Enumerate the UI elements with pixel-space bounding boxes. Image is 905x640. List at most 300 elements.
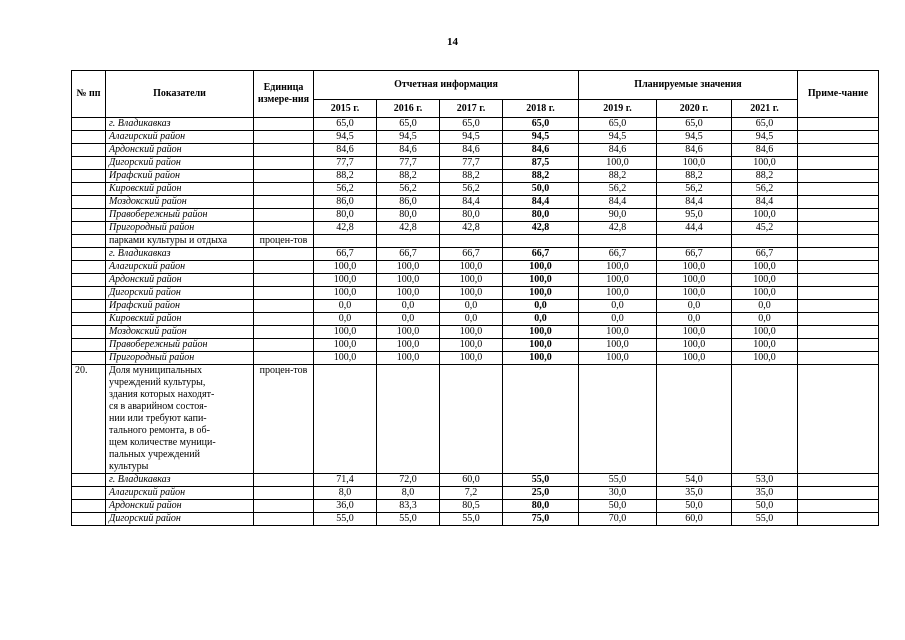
- value-cell: 100,0: [657, 287, 732, 300]
- value-cell: 53,0: [732, 474, 798, 487]
- value-cell: 88,2: [377, 170, 440, 183]
- unit-cell: процен-тов: [254, 235, 314, 248]
- value-cell: 100,0: [377, 339, 440, 352]
- value-cell: 88,2: [503, 170, 579, 183]
- value-cell: 100,0: [657, 352, 732, 365]
- area-name: Алагирский район: [106, 261, 254, 274]
- value-cell: 77,7: [377, 157, 440, 170]
- value-cell: 100,0: [657, 261, 732, 274]
- header-planned: Планируемые значения: [579, 71, 798, 100]
- value-cell: 42,8: [314, 222, 377, 235]
- area-name: Правобережный район: [106, 339, 254, 352]
- value-cell: 42,8: [579, 222, 657, 235]
- value-cell: 100,0: [579, 261, 657, 274]
- value-cell: 0,0: [503, 300, 579, 313]
- value-cell: 100,0: [657, 339, 732, 352]
- value-cell: 60,0: [440, 474, 503, 487]
- indicator-line: нии или требуют капи-: [109, 413, 207, 424]
- value-cell: [440, 365, 503, 474]
- value-cell: 100,0: [503, 261, 579, 274]
- unit-cell: [254, 196, 314, 209]
- unit-cell: [254, 209, 314, 222]
- area-name: Дигорский район: [106, 287, 254, 300]
- value-cell: 100,0: [732, 287, 798, 300]
- value-cell: 94,5: [657, 131, 732, 144]
- value-cell: 84,6: [657, 144, 732, 157]
- value-cell: 0,0: [377, 300, 440, 313]
- unit-cell: [254, 352, 314, 365]
- value-cell: 75,0: [503, 513, 579, 526]
- note-cell: [798, 365, 879, 474]
- table-row: [72, 209, 879, 222]
- row-number-cell: [72, 118, 106, 131]
- value-cell: 56,2: [732, 183, 798, 196]
- value-cell: 55,0: [579, 474, 657, 487]
- indicator-line: учреждений культуры,: [109, 377, 206, 388]
- value-cell: 72,0: [377, 474, 440, 487]
- table-row: [72, 274, 879, 287]
- note-cell: [798, 474, 879, 487]
- unit-cell: [254, 222, 314, 235]
- value-cell: [503, 235, 579, 248]
- value-cell: 66,7: [503, 248, 579, 261]
- value-cell: 84,4: [579, 196, 657, 209]
- area-name: Алагирский район: [106, 131, 254, 144]
- note-cell: [798, 222, 879, 235]
- value-cell: 100,0: [314, 287, 377, 300]
- value-cell: [657, 235, 732, 248]
- note-cell: [798, 300, 879, 313]
- unit-cell: [254, 487, 314, 500]
- note-cell: [798, 352, 879, 365]
- value-cell: 65,0: [732, 118, 798, 131]
- unit-cell: [254, 287, 314, 300]
- value-cell: 77,7: [440, 157, 503, 170]
- row-number-cell: [72, 235, 106, 248]
- indicators-table: [71, 70, 879, 526]
- value-cell: 54,0: [657, 474, 732, 487]
- value-cell: 71,4: [314, 474, 377, 487]
- value-cell: 95,0: [657, 209, 732, 222]
- value-cell: 100,0: [503, 326, 579, 339]
- value-cell: 100,0: [579, 274, 657, 287]
- value-cell: 100,0: [314, 339, 377, 352]
- header-year: 2020 г.: [657, 100, 732, 118]
- value-cell: 42,8: [440, 222, 503, 235]
- row-number-cell: [72, 313, 106, 326]
- value-cell: 66,7: [440, 248, 503, 261]
- value-cell: 55,0: [503, 474, 579, 487]
- value-cell: 70,0: [579, 513, 657, 526]
- value-cell: 84,6: [579, 144, 657, 157]
- value-cell: 88,2: [440, 170, 503, 183]
- note-cell: [798, 196, 879, 209]
- area-name: Алагирский район: [106, 487, 254, 500]
- value-cell: 88,2: [579, 170, 657, 183]
- value-cell: 100,0: [732, 157, 798, 170]
- indicator-name: [106, 365, 254, 474]
- value-cell: 80,0: [314, 209, 377, 222]
- note-cell: [798, 248, 879, 261]
- value-cell: 50,0: [503, 183, 579, 196]
- value-cell: 0,0: [657, 313, 732, 326]
- value-cell: 84,4: [440, 196, 503, 209]
- note-cell: [798, 274, 879, 287]
- value-cell: 100,0: [440, 287, 503, 300]
- value-cell: 100,0: [503, 339, 579, 352]
- value-cell: 8,0: [314, 487, 377, 500]
- value-cell: 36,0: [314, 500, 377, 513]
- row-number-cell: [72, 196, 106, 209]
- header-unit: Единица измере-ния: [254, 71, 314, 118]
- value-cell: 100,0: [314, 261, 377, 274]
- value-cell: 100,0: [579, 287, 657, 300]
- value-cell: [377, 235, 440, 248]
- unit-cell: [254, 513, 314, 526]
- row-number-cell: [72, 157, 106, 170]
- value-cell: 100,0: [579, 339, 657, 352]
- table-row: [72, 157, 879, 170]
- table-row: [72, 365, 879, 474]
- unit-cell: [254, 157, 314, 170]
- header-year: 2016 г.: [377, 100, 440, 118]
- value-cell: 84,6: [314, 144, 377, 157]
- row-number-cell: [72, 339, 106, 352]
- indicator-line: ся в аварийном состоя-: [109, 401, 208, 412]
- value-cell: 94,5: [579, 131, 657, 144]
- table-row: [72, 248, 879, 261]
- table-row: [72, 287, 879, 300]
- note-cell: [798, 339, 879, 352]
- value-cell: [732, 235, 798, 248]
- value-cell: [314, 365, 377, 474]
- value-cell: 90,0: [579, 209, 657, 222]
- area-name: Правобережный район: [106, 209, 254, 222]
- value-cell: 0,0: [440, 300, 503, 313]
- value-cell: [732, 365, 798, 474]
- note-cell: [798, 326, 879, 339]
- value-cell: 35,0: [732, 487, 798, 500]
- table-row: [72, 339, 879, 352]
- row-number-cell: [72, 183, 106, 196]
- value-cell: 0,0: [732, 313, 798, 326]
- row-number-cell: [72, 144, 106, 157]
- value-cell: 66,7: [314, 248, 377, 261]
- value-cell: 0,0: [503, 313, 579, 326]
- table-row: [72, 170, 879, 183]
- value-cell: [377, 365, 440, 474]
- header-year: 2015 г.: [314, 100, 377, 118]
- unit-cell: [254, 144, 314, 157]
- value-cell: 56,2: [657, 183, 732, 196]
- table-row: [72, 144, 879, 157]
- indicator-line: культуры: [109, 461, 149, 472]
- unit-cell: [254, 313, 314, 326]
- header-reported: Отчетная информация: [314, 71, 579, 100]
- table-row: [72, 222, 879, 235]
- value-cell: [503, 365, 579, 474]
- table-body: [72, 118, 879, 526]
- note-cell: [798, 209, 879, 222]
- value-cell: 87,5: [503, 157, 579, 170]
- unit-cell: [254, 274, 314, 287]
- value-cell: 100,0: [377, 352, 440, 365]
- indicator-name: парками культуры и отдыха: [106, 235, 254, 248]
- unit-cell: [254, 118, 314, 131]
- header-year: 2018 г.: [503, 100, 579, 118]
- area-name: Ардонский район: [106, 144, 254, 157]
- value-cell: [314, 235, 377, 248]
- value-cell: 80,5: [440, 500, 503, 513]
- note-cell: [798, 487, 879, 500]
- unit-cell: [254, 170, 314, 183]
- table-row: [72, 352, 879, 365]
- row-number-cell: [72, 487, 106, 500]
- value-cell: [579, 235, 657, 248]
- table-row: [72, 474, 879, 487]
- note-cell: [798, 170, 879, 183]
- table-row: [72, 196, 879, 209]
- value-cell: 66,7: [657, 248, 732, 261]
- value-cell: 100,0: [377, 326, 440, 339]
- table-row: [72, 500, 879, 513]
- value-cell: 56,2: [377, 183, 440, 196]
- value-cell: 55,0: [440, 513, 503, 526]
- area-name: Кировский район: [106, 183, 254, 196]
- row-number-cell: [72, 500, 106, 513]
- value-cell: 100,0: [657, 157, 732, 170]
- value-cell: 84,6: [732, 144, 798, 157]
- value-cell: 100,0: [732, 326, 798, 339]
- row-number-cell: [72, 287, 106, 300]
- row-number-cell: [72, 222, 106, 235]
- value-cell: 50,0: [657, 500, 732, 513]
- header-year: 2019 г.: [579, 100, 657, 118]
- table-row: [72, 183, 879, 196]
- value-cell: 0,0: [314, 300, 377, 313]
- value-cell: 100,0: [503, 274, 579, 287]
- value-cell: 65,0: [440, 118, 503, 131]
- row-number-cell: [72, 513, 106, 526]
- note-cell: [798, 131, 879, 144]
- header-num: № пп: [72, 71, 106, 118]
- value-cell: 56,2: [440, 183, 503, 196]
- table-row: [72, 326, 879, 339]
- value-cell: 0,0: [377, 313, 440, 326]
- header-note: Приме-чание: [798, 71, 879, 118]
- value-cell: 100,0: [503, 287, 579, 300]
- value-cell: 84,6: [377, 144, 440, 157]
- area-name: Пригородный район: [106, 352, 254, 365]
- note-cell: [798, 313, 879, 326]
- note-cell: [798, 183, 879, 196]
- value-cell: 100,0: [377, 261, 440, 274]
- value-cell: 55,0: [314, 513, 377, 526]
- value-cell: 80,0: [503, 500, 579, 513]
- value-cell: 88,2: [314, 170, 377, 183]
- area-name: Ирафский район: [106, 170, 254, 183]
- value-cell: 100,0: [314, 352, 377, 365]
- value-cell: 84,6: [503, 144, 579, 157]
- value-cell: 35,0: [657, 487, 732, 500]
- indicator-line: щем количестве муници-: [109, 437, 216, 448]
- value-cell: 100,0: [440, 339, 503, 352]
- value-cell: 88,2: [657, 170, 732, 183]
- area-name: Дигорский район: [106, 513, 254, 526]
- unit-cell: [254, 326, 314, 339]
- note-cell: [798, 144, 879, 157]
- value-cell: 42,8: [377, 222, 440, 235]
- value-cell: 100,0: [314, 326, 377, 339]
- note-cell: [798, 513, 879, 526]
- table-row: [72, 300, 879, 313]
- note-cell: [798, 235, 879, 248]
- value-cell: 55,0: [732, 513, 798, 526]
- indicator-line: Доля муниципальных: [109, 365, 203, 376]
- value-cell: 66,7: [579, 248, 657, 261]
- value-cell: 77,7: [314, 157, 377, 170]
- value-cell: 94,5: [377, 131, 440, 144]
- row-number-cell: [72, 474, 106, 487]
- value-cell: 100,0: [440, 352, 503, 365]
- value-cell: 86,0: [314, 196, 377, 209]
- value-cell: 94,5: [440, 131, 503, 144]
- value-cell: 80,0: [377, 209, 440, 222]
- table-row: [72, 131, 879, 144]
- value-cell: 100,0: [732, 261, 798, 274]
- unit-cell: [254, 339, 314, 352]
- table-row: [72, 487, 879, 500]
- unit-cell: процен-тов: [254, 365, 314, 474]
- value-cell: 0,0: [579, 300, 657, 313]
- value-cell: 66,7: [732, 248, 798, 261]
- value-cell: 100,0: [657, 326, 732, 339]
- value-cell: 100,0: [657, 274, 732, 287]
- area-name: Моздокский район: [106, 326, 254, 339]
- value-cell: 84,6: [440, 144, 503, 157]
- table-row: [72, 313, 879, 326]
- header-indicator: Показатели: [106, 71, 254, 118]
- value-cell: 30,0: [579, 487, 657, 500]
- area-name: г. Владикавказ: [106, 118, 254, 131]
- value-cell: 7,2: [440, 487, 503, 500]
- area-name: Ирафский район: [106, 300, 254, 313]
- value-cell: 65,0: [579, 118, 657, 131]
- value-cell: 100,0: [579, 326, 657, 339]
- value-cell: 88,2: [732, 170, 798, 183]
- value-cell: 0,0: [440, 313, 503, 326]
- value-cell: 50,0: [732, 500, 798, 513]
- unit-cell: [254, 131, 314, 144]
- row-number-cell: [72, 326, 106, 339]
- area-name: Моздокский район: [106, 196, 254, 209]
- unit-cell: [254, 300, 314, 313]
- area-name: Ардонский район: [106, 274, 254, 287]
- value-cell: [579, 365, 657, 474]
- row-number-cell: [72, 209, 106, 222]
- row-number-cell: [72, 131, 106, 144]
- value-cell: 80,0: [503, 209, 579, 222]
- value-cell: 0,0: [657, 300, 732, 313]
- row-number: 20.: [72, 365, 106, 474]
- note-cell: [798, 157, 879, 170]
- header-year: 2017 г.: [440, 100, 503, 118]
- value-cell: 56,2: [579, 183, 657, 196]
- table-row: [72, 513, 879, 526]
- value-cell: 0,0: [579, 313, 657, 326]
- value-cell: 94,5: [732, 131, 798, 144]
- row-number-cell: [72, 248, 106, 261]
- value-cell: 100,0: [732, 209, 798, 222]
- value-cell: 100,0: [732, 339, 798, 352]
- note-cell: [798, 287, 879, 300]
- value-cell: 55,0: [377, 513, 440, 526]
- note-cell: [798, 261, 879, 274]
- row-number-cell: [72, 300, 106, 313]
- area-name: Ардонский район: [106, 500, 254, 513]
- note-cell: [798, 500, 879, 513]
- area-name: Дигорский район: [106, 157, 254, 170]
- page-number: 14: [447, 36, 458, 48]
- value-cell: 0,0: [314, 313, 377, 326]
- value-cell: 100,0: [314, 274, 377, 287]
- table-row: [72, 235, 879, 248]
- value-cell: 100,0: [440, 326, 503, 339]
- value-cell: 100,0: [503, 352, 579, 365]
- row-number-cell: [72, 352, 106, 365]
- value-cell: 80,0: [440, 209, 503, 222]
- value-cell: 94,5: [314, 131, 377, 144]
- row-number-cell: [72, 170, 106, 183]
- value-cell: 25,0: [503, 487, 579, 500]
- unit-cell: [254, 248, 314, 261]
- area-name: г. Владикавказ: [106, 248, 254, 261]
- value-cell: 94,5: [503, 131, 579, 144]
- value-cell: 100,0: [377, 287, 440, 300]
- value-cell: 100,0: [579, 352, 657, 365]
- value-cell: 65,0: [657, 118, 732, 131]
- value-cell: 86,0: [377, 196, 440, 209]
- indicator-line: здания которых находят-: [109, 389, 215, 400]
- table-row: [72, 118, 879, 131]
- unit-cell: [254, 474, 314, 487]
- area-name: г. Владикавказ: [106, 474, 254, 487]
- value-cell: 84,4: [657, 196, 732, 209]
- value-cell: 100,0: [377, 274, 440, 287]
- value-cell: 83,3: [377, 500, 440, 513]
- value-cell: 65,0: [377, 118, 440, 131]
- indicator-line: пальных учреждений: [109, 449, 200, 460]
- unit-cell: [254, 500, 314, 513]
- value-cell: 84,4: [732, 196, 798, 209]
- value-cell: 60,0: [657, 513, 732, 526]
- value-cell: 50,0: [579, 500, 657, 513]
- value-cell: [440, 235, 503, 248]
- value-cell: 100,0: [579, 157, 657, 170]
- area-name: Пригородный район: [106, 222, 254, 235]
- value-cell: [657, 365, 732, 474]
- header-year: 2021 г.: [732, 100, 798, 118]
- value-cell: 100,0: [732, 352, 798, 365]
- table-row: [72, 261, 879, 274]
- value-cell: 56,2: [314, 183, 377, 196]
- value-cell: 100,0: [732, 274, 798, 287]
- value-cell: 0,0: [732, 300, 798, 313]
- unit-cell: [254, 261, 314, 274]
- value-cell: 100,0: [440, 274, 503, 287]
- value-cell: 84,4: [503, 196, 579, 209]
- indicator-line: тального ремонта, в об-: [109, 425, 210, 436]
